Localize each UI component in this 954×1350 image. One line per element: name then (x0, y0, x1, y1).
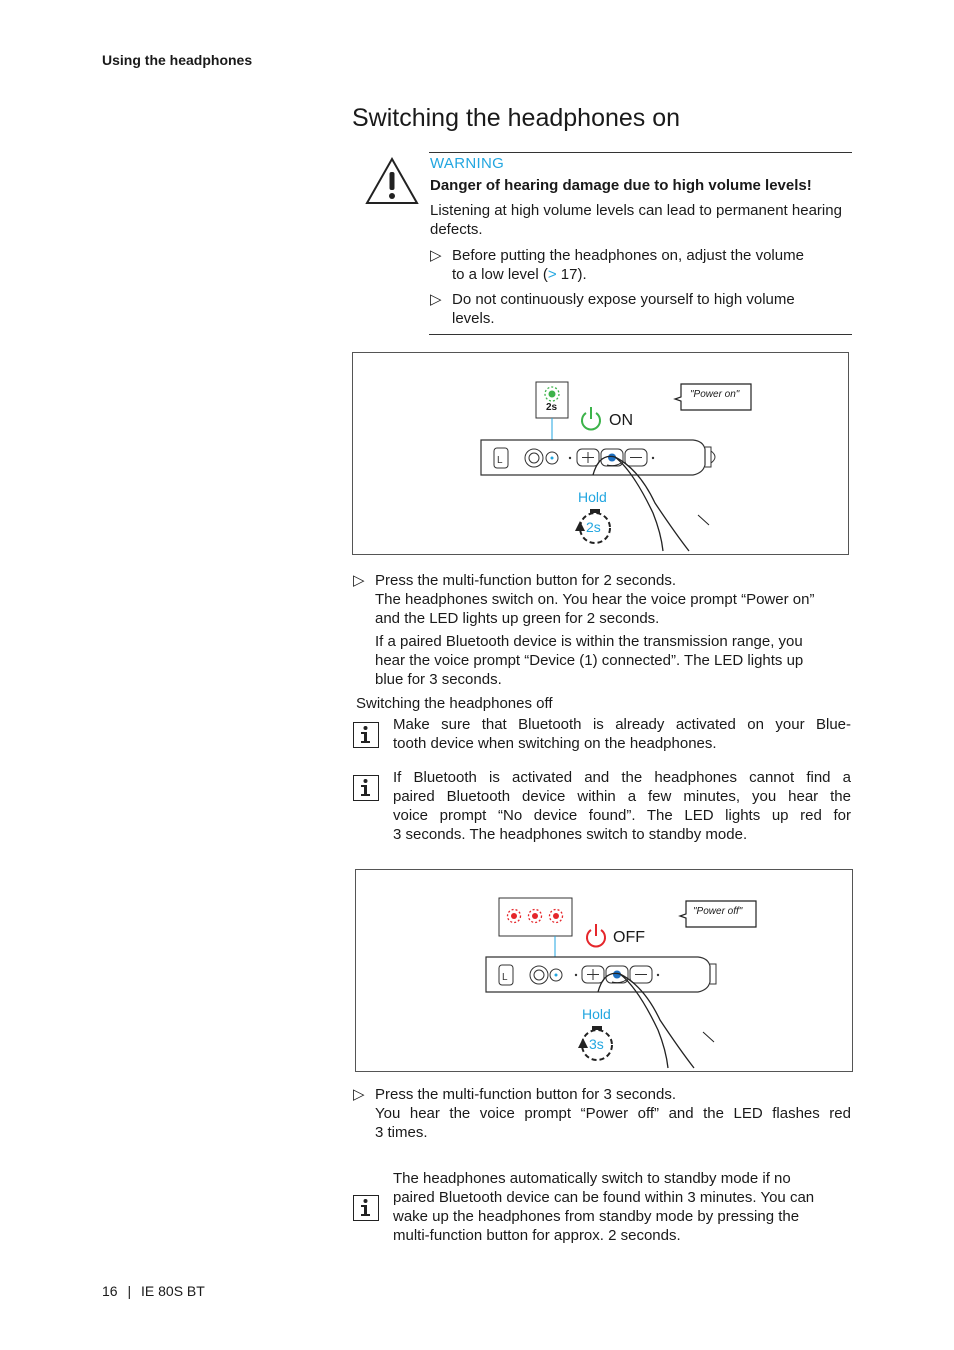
info-text: 3 seconds. The headphones switch to standby mode. (393, 826, 748, 843)
warning-top-rule (429, 152, 852, 153)
bullet-triangle-icon: ▷ (353, 572, 365, 589)
info-icon (353, 722, 379, 748)
page-footer (102, 1283, 205, 1299)
led-duration: 2s (546, 402, 558, 413)
step-instruction: Press the multi-function button for 2 seconds. (375, 572, 676, 589)
power-state-label: OFF (613, 929, 645, 946)
hold-duration: 2s (586, 519, 601, 535)
section-label: Using the headphones (102, 52, 253, 68)
step-result: The headphones switch on. You hear the voice prompt “Power on” (375, 591, 815, 608)
warning-bullet-2 (430, 290, 850, 330)
step-result: and the LED lights up green for 2 seconds. (375, 610, 660, 627)
step-note: hear the voice prompt “Device (1) connected”. The LED lights up (375, 652, 804, 669)
info-text: wake up the headphones from standby mode by pressing the (393, 1208, 800, 1225)
page-title: Switching the headphones on (352, 104, 681, 132)
info-text: tooth device when switching on the headphones. (393, 735, 717, 752)
page-reference-link[interactable]: > (547, 266, 557, 283)
figure-power-off (355, 869, 853, 1072)
info-text: The headphones automatically switch to standby mode if no (393, 1170, 791, 1187)
step-note: If a paired Bluetooth device is within the transmission range, you (375, 633, 803, 650)
headset-illustration-off (356, 870, 852, 1071)
figure-power-on (352, 352, 849, 555)
warning-label: WARNING (430, 155, 505, 172)
bullet-triangle-icon: ▷ (430, 247, 442, 264)
power-state-label: ON (609, 412, 633, 429)
bullet-text: Before putting the headphones on, adjust the volume (452, 247, 804, 264)
warning-heading: Danger of hearing damage due to high volume levels! (430, 177, 812, 194)
info-note-2 (393, 768, 851, 844)
info-text: paired Bluetooth device can be found within 3 minutes. You can (393, 1189, 815, 1206)
step-result: 3 times. (375, 1124, 428, 1141)
info-note-1 (393, 715, 851, 753)
hold-label: Hold (578, 489, 607, 505)
page-number: 16 (102, 1283, 118, 1299)
info-note-3 (393, 1169, 853, 1245)
hold-duration: 3s (589, 1036, 604, 1052)
bullet-text: levels. (452, 310, 495, 327)
info-icon (353, 1195, 379, 1221)
footer-separator: | (127, 1283, 132, 1299)
warning-body: Listening at high volume levels can lead to permanent hearing defects. (430, 202, 842, 238)
bullet-text: Do not continuously expose yourself to high volume (452, 291, 795, 308)
subheading-off: Switching the headphones off (356, 695, 553, 712)
info-icon (353, 775, 379, 801)
info-text: If Bluetooth is activated and the headphones cannot find a (393, 769, 851, 786)
info-text: voice prompt “No device found”. The LED lights up red for (393, 807, 851, 824)
bullet-triangle-icon: ▷ (430, 291, 442, 308)
voice-prompt-bubble: "Power off" (693, 906, 743, 917)
bullet-text: 17). (556, 266, 587, 283)
step-power-on (353, 571, 853, 691)
warning-triangle-icon (364, 156, 420, 206)
bullet-text: to a low level ( (452, 266, 548, 283)
svg-text:L: L (497, 455, 503, 466)
warning-bottom-rule (429, 334, 852, 335)
power-off-icon (587, 924, 605, 946)
info-text: paired Bluetooth device within a few minutes, you hear the (393, 788, 851, 805)
power-on-icon (582, 407, 600, 429)
step-note: blue for 3 seconds. (375, 671, 502, 688)
bullet-triangle-icon: ▷ (353, 1086, 365, 1103)
info-text: Make sure that Bluetooth is already activated on your Blue- (393, 716, 851, 733)
voice-prompt-bubble: "Power on" (690, 389, 740, 400)
svg-text:L: L (502, 972, 508, 983)
warning-bullet-1 (430, 246, 850, 286)
product-name: IE 80S BT (141, 1283, 205, 1299)
step-instruction: Press the multi-function button for 3 seconds. (375, 1086, 676, 1103)
step-power-off (353, 1085, 853, 1145)
hold-label: Hold (582, 1006, 611, 1022)
info-text: multi-function button for approx. 2 seconds. (393, 1227, 681, 1244)
step-result: You hear the voice prompt “Power off” and the LED flashes red (375, 1105, 851, 1122)
